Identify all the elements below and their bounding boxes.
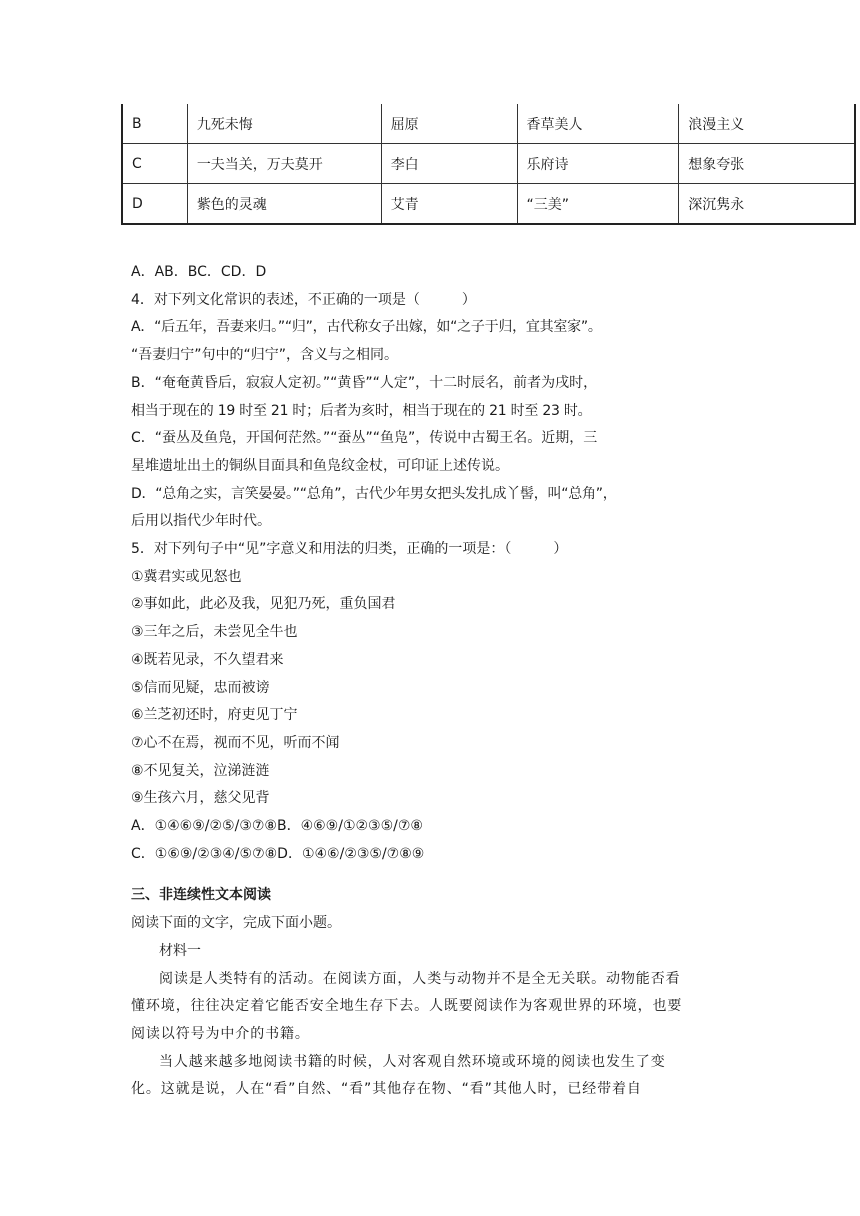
q5-item: ⑨生孩六月，慈父见背 bbox=[131, 790, 270, 807]
q5-item: ③三年之后，未尝见全牛也 bbox=[131, 624, 298, 641]
q5-item: ⑦心不在焉，视而不见，听而不闻 bbox=[131, 734, 340, 751]
table-cell: 香草美人 bbox=[517, 104, 679, 144]
material-paragraph-line: 阅读是人类特有的活动。在阅读方面，人类与动物并不是全无关联。动物能否看 bbox=[159, 970, 681, 987]
table-cell: 紫色的灵魂 bbox=[187, 184, 381, 225]
q5-option: C．①⑥⑨/②③④/⑤⑦⑧D．①④⑥/②③⑤/⑦⑧⑨ bbox=[131, 845, 425, 862]
q4-line: 后用以指代少年时代。 bbox=[131, 513, 271, 530]
q4-line: 相当于现在的 19 时至 21 时；后者为亥时，相当于现在的 21 时至 23 时。 bbox=[131, 402, 592, 419]
material-paragraph-line: 当人越来越多地阅读书籍的时候，人对客观自然环境或环境的阅读也发生了变 bbox=[159, 1053, 666, 1070]
table-row bbox=[122, 104, 855, 144]
material-paragraph-line: 懂环境，往往决定着它能否安全地生存下去。人既要阅读作为客观世界的环境，也要 bbox=[131, 998, 683, 1015]
table-cell: 乐府诗 bbox=[517, 144, 679, 184]
table-cell: 屈原 bbox=[381, 104, 517, 144]
table-row bbox=[122, 184, 855, 225]
table-cell: 浪漫主义 bbox=[679, 104, 855, 144]
q5-item: ④既若见录，不久望君来 bbox=[131, 651, 284, 668]
q4-stem: 4．对下列文化常识的表述，不正确的一项是（ ） bbox=[131, 291, 476, 308]
section-title: 三、非连续性文本阅读 bbox=[131, 887, 271, 904]
q4-line: B．“奄奄黄昏后，寂寂人定初。”“黄昏”“人定”，十二时辰名，前者为戌时， bbox=[131, 374, 598, 391]
material-label: 材料一 bbox=[159, 942, 201, 959]
q5-item: ⑧不见复关，泣涕涟涟 bbox=[131, 762, 270, 779]
q5-item: ⑥兰芝初还时，府吏见丁宁 bbox=[131, 707, 298, 724]
document-body bbox=[131, 259, 737, 1104]
table-cell: B bbox=[122, 104, 187, 144]
table-row bbox=[122, 144, 855, 184]
table-cell: D bbox=[122, 184, 187, 225]
table-cell: 深沉隽永 bbox=[679, 184, 855, 225]
q4-line: C．“蚕丛及鱼凫，开国何茫然。”“蚕丛”“鱼凫”，传说中古蜀王名。近期，三 bbox=[131, 430, 598, 447]
material-paragraph-line: 化。这就是说，人在“看”自然、“看”其他存在物、“看”其他人时，已经带着自 bbox=[131, 1081, 642, 1098]
material-paragraph-line: 阅读以符号为中介的书籍。 bbox=[131, 1025, 310, 1042]
table-cell: C bbox=[122, 144, 187, 184]
q5-item: ②事如此，此必及我，见犯乃死，重负国君 bbox=[131, 596, 396, 613]
table-cell: 想象夸张 bbox=[679, 144, 855, 184]
q4-line: D．“总角之实，言笑晏晏。”“总角”，古代少年男女把头发扎成丫髻，叫“总角”， bbox=[131, 485, 617, 502]
section-instruction: 阅读下面的文字，完成下面小题。 bbox=[131, 915, 341, 932]
q5-item: ①冀君实或见怒也 bbox=[131, 568, 242, 585]
q4-line: 星堆遗址出土的铜纵目面具和鱼凫纹金杖，可印证上述传说。 bbox=[131, 457, 509, 474]
table-cell: 艾青 bbox=[381, 184, 517, 225]
table-cell: “三美” bbox=[517, 184, 679, 225]
q5-stem: 5．对下列句子中“见”字意义和用法的归类，正确的一项是：（ ） bbox=[131, 541, 568, 558]
q4-line: “吾妻归宁”句中的“归宁”，含义与之相同。 bbox=[131, 347, 399, 364]
answer-options-table bbox=[121, 104, 856, 225]
q5-option: A．①④⑥⑨/②⑤/③⑦⑧B．④⑥⑨/①②③⑤/⑦⑧ bbox=[131, 818, 423, 835]
table-cell: 九死未悔 bbox=[187, 104, 381, 144]
table-cell: 一夫当关，万夫莫开 bbox=[187, 144, 381, 184]
q3-answer-options: A．AB．BC．CD．D bbox=[131, 264, 267, 280]
table-cell: 李白 bbox=[381, 144, 517, 184]
q5-item: ⑤信而见疑，忠而被谤 bbox=[131, 679, 270, 696]
q4-line: A．“后五年，吾妻来归。”“归”，古代称女子出嫁，如“之子于归，宜其室家”。 bbox=[131, 319, 602, 336]
